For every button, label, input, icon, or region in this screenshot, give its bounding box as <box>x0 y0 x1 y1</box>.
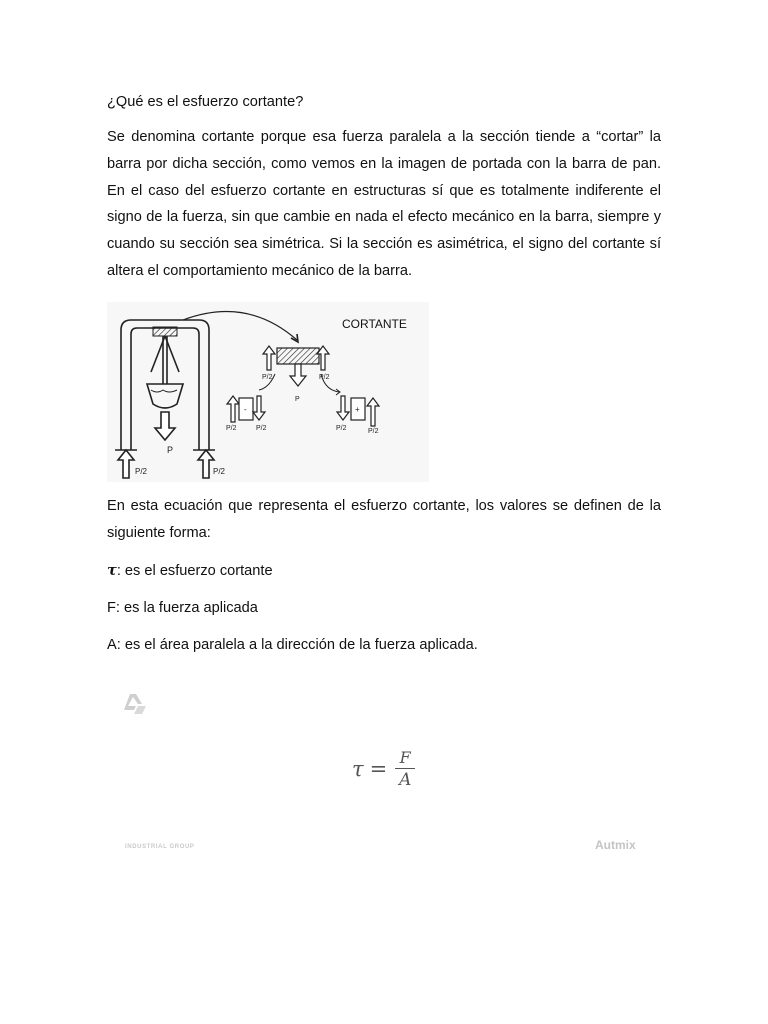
brand-logo-icon <box>122 692 148 716</box>
plus-sign: + <box>355 405 360 414</box>
right-support-label: P/2 <box>213 467 226 476</box>
shear-diagram-figure <box>107 302 429 482</box>
hatched-section <box>153 327 177 336</box>
tau-definition-text: : es el esfuerzo cortante <box>116 563 273 579</box>
figure-title: CORTANTE <box>342 317 407 331</box>
formula-equals: = <box>369 757 388 781</box>
tau-symbol: τ <box>107 562 117 579</box>
equation-intro-paragraph: En esta ecuación que representa el esfuerzo cortante, los valores se definen de la siguiente forma: <box>107 498 661 541</box>
formula-tau: τ <box>352 757 364 781</box>
shear-formula <box>352 748 415 790</box>
definition-tau <box>107 561 273 581</box>
section-right-label: P/2 <box>319 374 330 381</box>
minus-right-label: P/2 <box>256 425 267 432</box>
left-support-label: P/2 <box>135 467 148 476</box>
frame-load-label: P <box>167 445 174 455</box>
formula-fraction <box>395 748 415 790</box>
brand-left-text: INDUSTRIAL GROUP <box>125 844 195 850</box>
section-left-label: P/2 <box>262 374 273 381</box>
definition-a: A: es el área paralela a la dirección de la fuerza aplicada. <box>107 637 478 653</box>
formula-numerator: F <box>399 748 411 767</box>
minus-sign: - <box>244 405 247 414</box>
formula-denominator: A <box>399 770 412 790</box>
section-load-label: P <box>295 396 300 403</box>
plus-left-label: P/2 <box>336 425 347 432</box>
minus-left-label: P/2 <box>226 425 237 432</box>
section-heading: ¿Qué es el esfuerzo cortante? <box>107 94 304 110</box>
plus-right-label: P/2 <box>368 428 379 435</box>
intro-paragraph: Se denomina cortante porque esa fuerza paralela a la sección tiende a “cortar” la barra por dicha sección, como vemos en la imagen de portada con la barra de pan. En el caso del esfuerzo cortante en estructuras sí que es totalmente indiferente el signo de la fuerza, sin que cambie en nada el efecto mecánico en la barra, siempre y cuando su sección sea simétrica. Si la sección es asimétrica, el signo del cortante sí altera el comportamiento mecánico de la barra. <box>107 129 661 279</box>
definition-f: F: es la fuerza aplicada <box>107 600 258 616</box>
brand-right-text: Autmix <box>595 838 636 852</box>
